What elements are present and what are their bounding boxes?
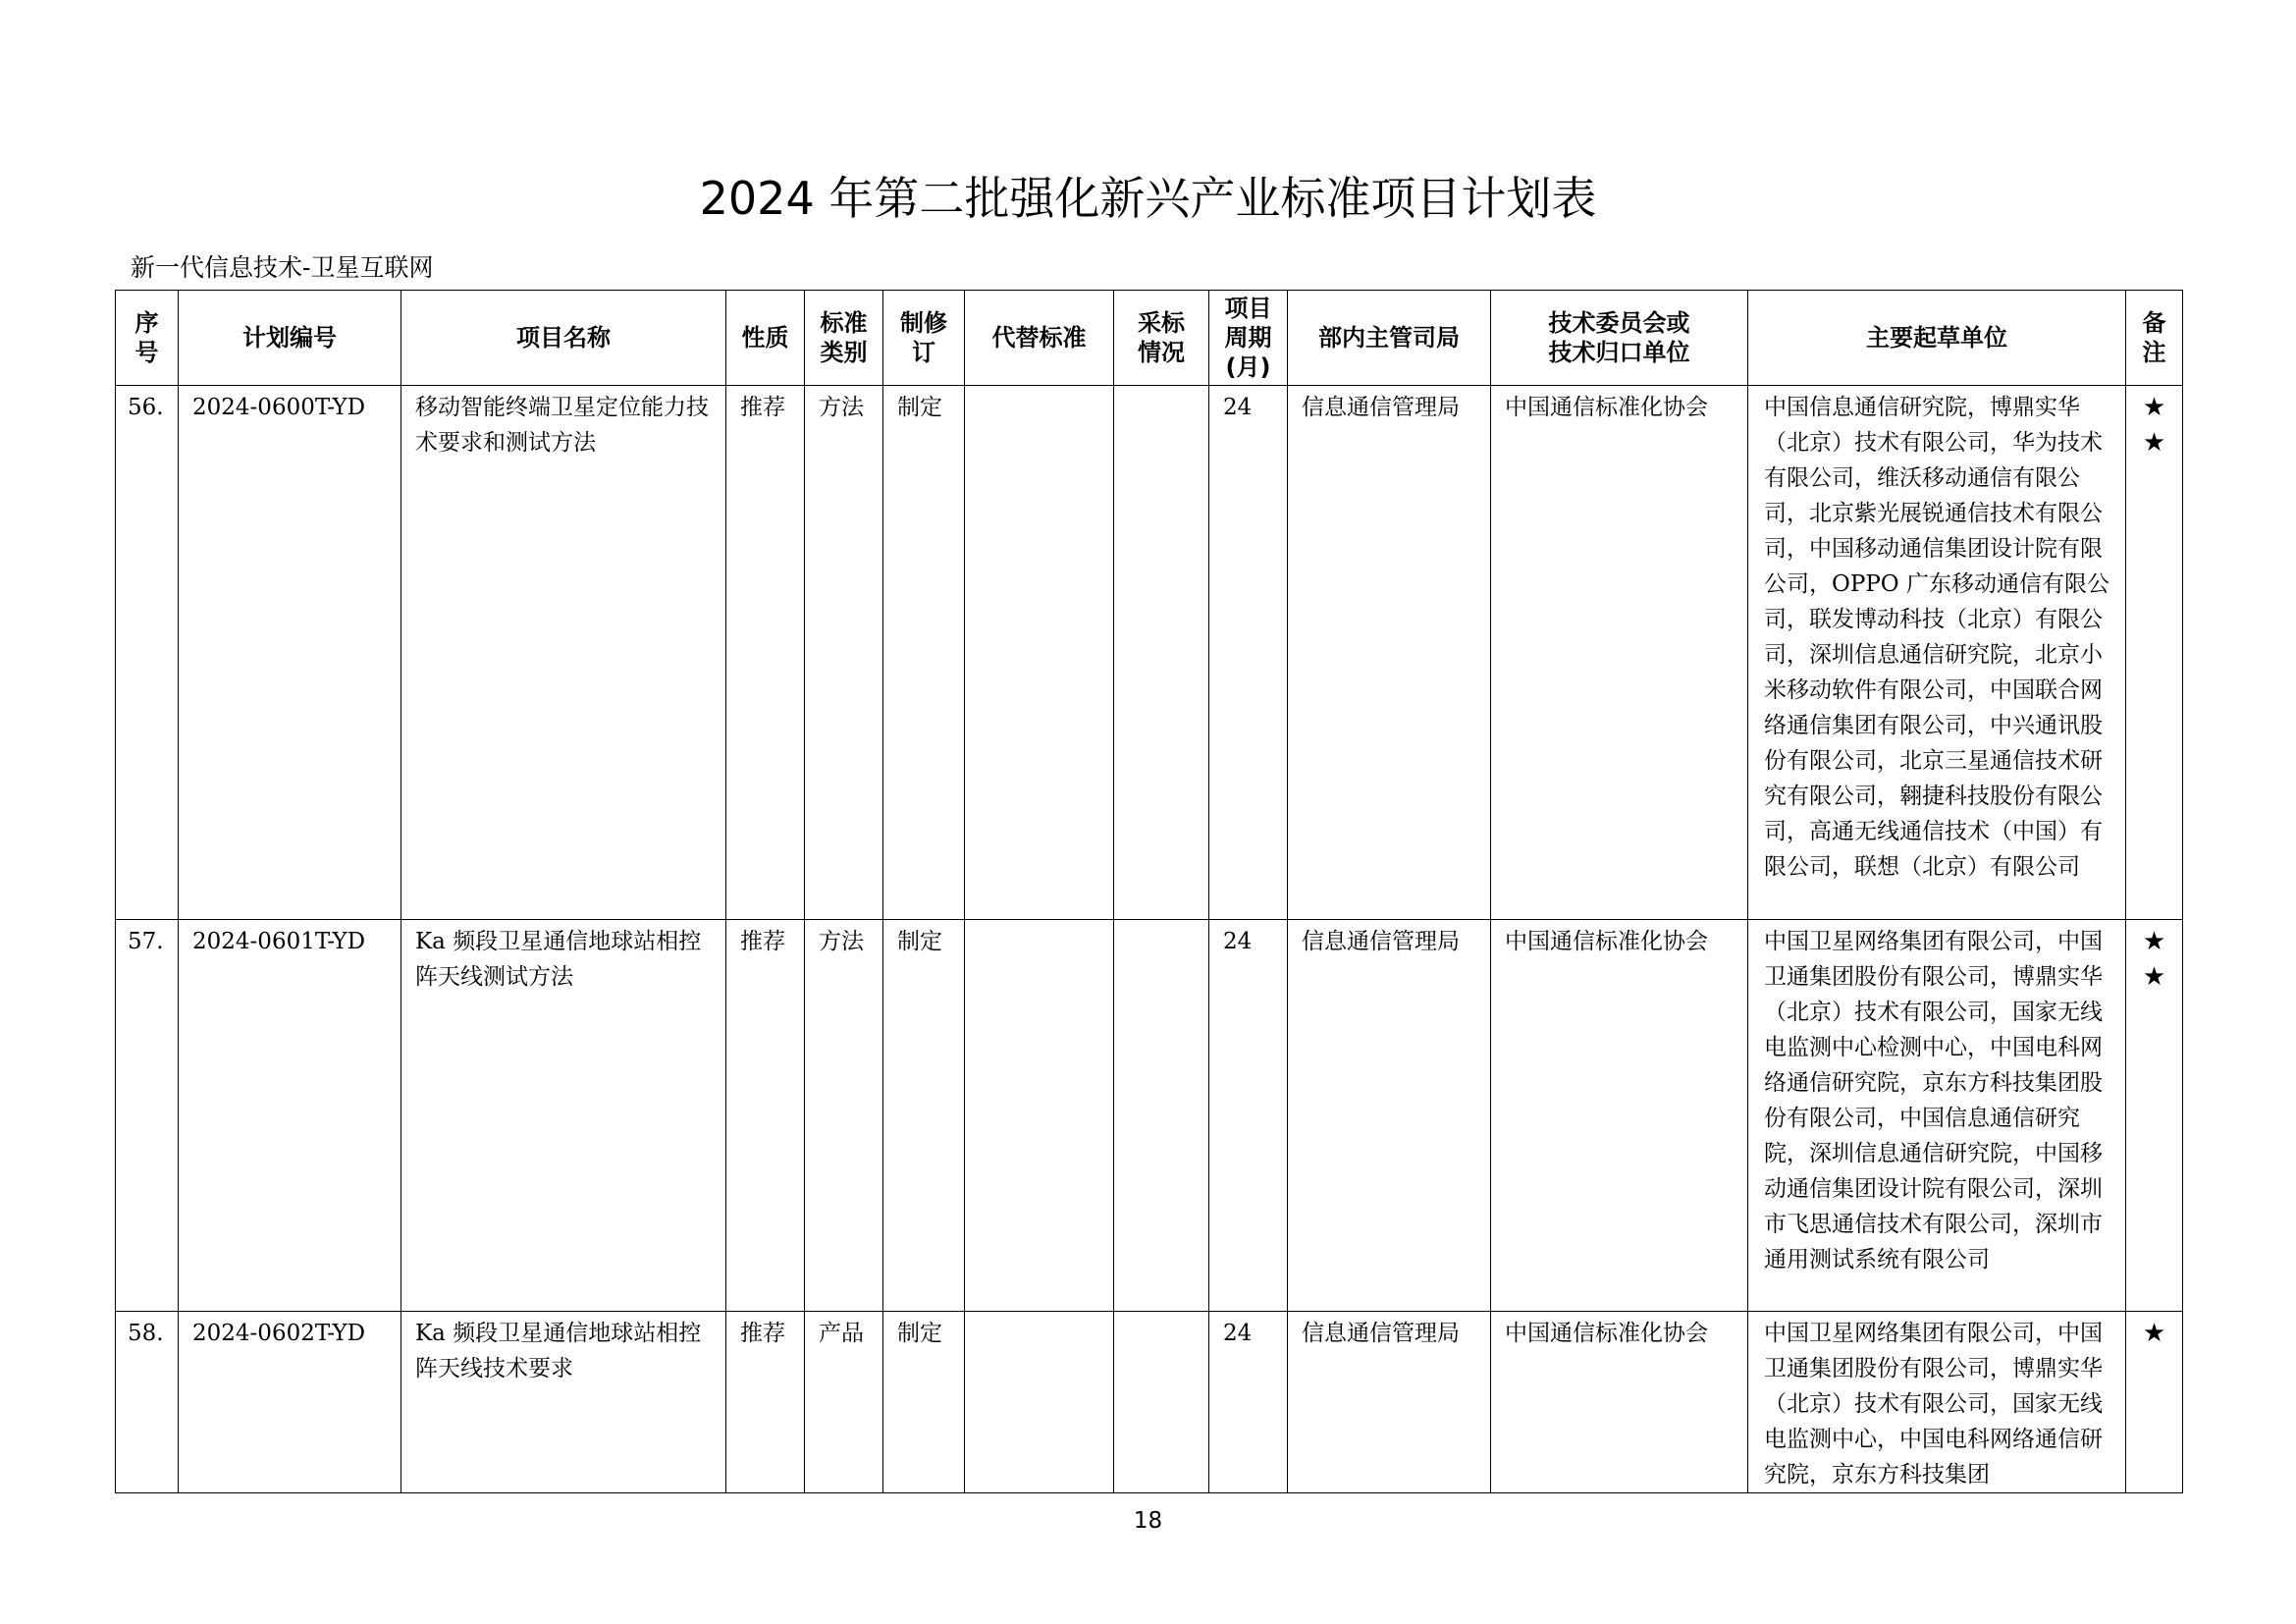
- cell-revise: 制定: [883, 1312, 965, 1493]
- cell-nature: 推荐: [726, 386, 805, 920]
- cell-no: 58.: [116, 1312, 179, 1493]
- cell-dept: 信息通信管理局: [1288, 920, 1491, 1312]
- header-plan-id: 计划编号: [179, 291, 401, 386]
- header-replace: 代替标准: [965, 291, 1114, 386]
- cell-plan-id: 2024-0600T-YD: [179, 386, 401, 920]
- star-icon: ★★: [2142, 393, 2166, 458]
- standards-plan-table: [115, 290, 2183, 1493]
- cell-replace: [965, 1312, 1114, 1493]
- cell-category: 方法: [805, 920, 883, 1312]
- cell-note: [2126, 1312, 2183, 1493]
- header-note: 备注: [2126, 291, 2183, 386]
- section-subtitle: 新一代信息技术-卫星互联网: [131, 253, 434, 282]
- cell-dept: 信息通信管理局: [1288, 386, 1491, 920]
- header-name: 项目名称: [401, 291, 726, 386]
- star-icon: ★: [2142, 1319, 2166, 1348]
- cell-name: Ka 频段卫星通信地球站相控阵天线技术要求: [401, 1312, 726, 1493]
- table-header-row: [116, 291, 2183, 386]
- cell-revise: 制定: [883, 920, 965, 1312]
- header-category: 标准类别: [805, 291, 883, 386]
- header-committee: 技术委员会或技术归口单位: [1491, 291, 1748, 386]
- table-row: [116, 920, 2183, 1312]
- cell-drafters: 中国卫星网络集团有限公司，中国卫通集团股份有限公司，博鼎实华（北京）技术有限公司，国家无线电监测中心，中国电科网络通信研究院，京东方科技集团: [1748, 1312, 2126, 1493]
- cell-name: Ka 频段卫星通信地球站相控阵天线测试方法: [401, 920, 726, 1312]
- cell-category: 产品: [805, 1312, 883, 1493]
- page-number: 18: [1133, 1508, 1163, 1534]
- cell-adopt: [1114, 1312, 1209, 1493]
- header-revise: 制修订: [883, 291, 965, 386]
- cell-committee: 中国通信标准化协会: [1491, 386, 1748, 920]
- cell-drafters: 中国信息通信研究院，博鼎实华（北京）技术有限公司，华为技术有限公司，维沃移动通信有限公司，北京紫光展锐通信技术有限公司，中国移动通信集团设计院有限公司，OPPO 广东移动通信有限公司，联发博动科技（北京）有限公司，深圳信息通信研究院，北京小米移动软件有限公司，中国联合网络通信集团有限公司，中兴通讯股份有限公司，北京三星通信技术研究有限公司，翱捷科技股份有限公司，高通无线通信技术（中国）有限公司，联想（北京）有限公司: [1748, 386, 2126, 920]
- header-no: 序号: [116, 291, 179, 386]
- cell-replace: [965, 920, 1114, 1312]
- cell-no: 57.: [116, 920, 179, 1312]
- page-title: 2024 年第二批强化新兴产业标准项目计划表: [699, 172, 1597, 225]
- cell-committee: 中国通信标准化协会: [1491, 1312, 1748, 1493]
- table-row: [116, 386, 2183, 920]
- cell-replace: [965, 386, 1114, 920]
- header-adopt: 采标情况: [1114, 291, 1209, 386]
- cell-plan-id: 2024-0601T-YD: [179, 920, 401, 1312]
- cell-name: 移动智能终端卫星定位能力技术要求和测试方法: [401, 386, 726, 920]
- cell-note: [2126, 386, 2183, 920]
- cell-category: 方法: [805, 386, 883, 920]
- cell-note: [2126, 920, 2183, 1312]
- cell-adopt: [1114, 920, 1209, 1312]
- cell-adopt: [1114, 386, 1209, 920]
- cell-nature: 推荐: [726, 920, 805, 1312]
- header-period: 项目周期(月): [1209, 291, 1288, 386]
- cell-period: 24: [1209, 1312, 1288, 1493]
- cell-plan-id: 2024-0602T-YD: [179, 1312, 401, 1493]
- cell-drafters: 中国卫星网络集团有限公司，中国卫通集团股份有限公司，博鼎实华（北京）技术有限公司，国家无线电监测中心检测中心，中国电科网络通信研究院，京东方科技集团股份有限公司，中国信息通信研究院，深圳信息通信研究院，中国移动通信集团设计院有限公司，深圳市飞思通信技术有限公司，深圳市通用测试系统有限公司: [1748, 920, 2126, 1312]
- cell-period: 24: [1209, 920, 1288, 1312]
- header-dept: 部内主管司局: [1288, 291, 1491, 386]
- header-nature: 性质: [726, 291, 805, 386]
- header-drafters: 主要起草单位: [1748, 291, 2126, 386]
- cell-no: 56.: [116, 386, 179, 920]
- cell-committee: 中国通信标准化协会: [1491, 920, 1748, 1312]
- cell-nature: 推荐: [726, 1312, 805, 1493]
- cell-dept: 信息通信管理局: [1288, 1312, 1491, 1493]
- star-icon: ★★: [2142, 927, 2166, 992]
- cell-revise: 制定: [883, 386, 965, 920]
- table-row: [116, 1312, 2183, 1493]
- cell-period: 24: [1209, 386, 1288, 920]
